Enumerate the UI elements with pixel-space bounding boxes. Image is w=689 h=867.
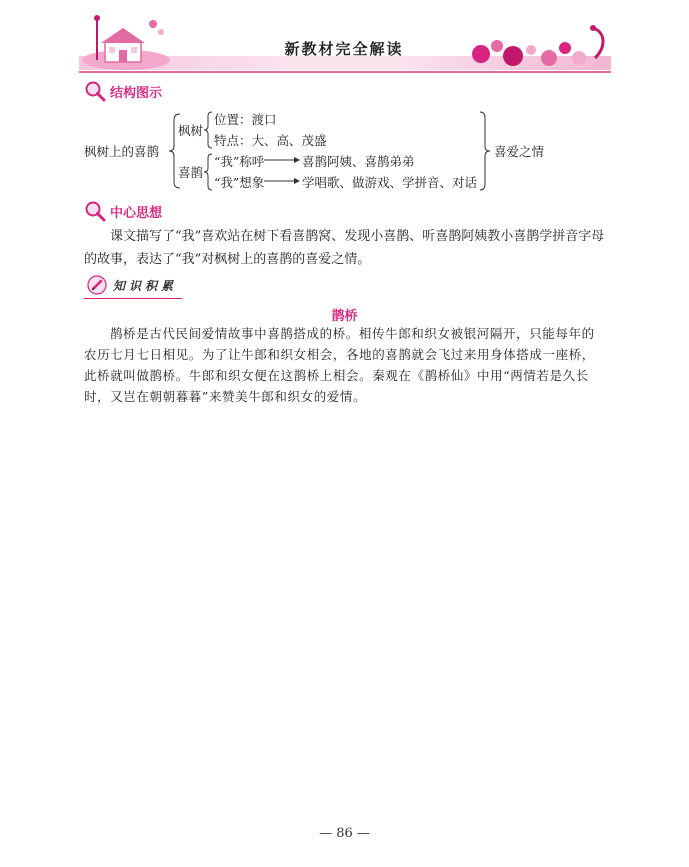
section-knowledge-title: 知识积累 <box>113 278 178 293</box>
flower-decoration-icon <box>461 18 611 70</box>
section-structure-head <box>84 80 162 102</box>
diagram-item-imagine-left: “我”想象 <box>214 175 265 190</box>
house-icon <box>81 12 171 70</box>
page-header <box>79 12 611 74</box>
structure-diagram <box>84 110 604 192</box>
section-knowledge-head <box>87 274 177 296</box>
diagram-item-feature: 特点：大、高、茂盛 <box>214 133 327 148</box>
knowledge-underline <box>84 298 182 299</box>
section-theme-title: 中心思想 <box>110 205 163 221</box>
theme-paragraph: 课文描写了“我”喜欢站在树下看喜鹊窝、发现小喜鹊、听喜鹊阿姨教小喜鹊学拼音字母的故事，表达了“我”对枫树上的喜鹊的喜爱之情。 <box>84 229 605 267</box>
header-title: 新教材完全解读 <box>284 40 404 58</box>
diagram-branch-magpie: 喜鹊 <box>178 165 204 180</box>
page-number: — 86 — <box>319 826 370 841</box>
diagram-item-imagine-right: 学唱歌、做游戏、学拼音、对话 <box>302 175 478 190</box>
header-line <box>79 71 611 73</box>
diagram-item-location: 位置：渡口 <box>214 112 277 127</box>
diagram-root: 枫树上的喜鹊 <box>84 144 160 159</box>
diagram-item-call-left: “我”称呼 <box>214 154 265 169</box>
magnifier-icon <box>84 200 106 222</box>
article-body: 鹊桥是古代民间爱情故事中喜鹊搭成的桥。相传牛郎和织女被银河隔开，只能每年的农历七月七日相见。为了让牛郎和织女相会，各地的喜鹊就会飞过来用身体搭成一座桥，此桥就叫做鹊桥。牛郎和织女便在这鹊桥上相会。秦观在《鹊桥仙》中用“两情若是久长时，又岂在朝朝暮暮”来赞美牛郎和织女的爱情。 <box>84 326 595 404</box>
diagram-branch-maple: 枫树 <box>178 123 204 138</box>
pencil-icon <box>87 275 107 295</box>
diagram-conclusion: 喜爱之情 <box>494 144 545 159</box>
diagram-item-call-right: 喜鹊阿姨、喜鹊弟弟 <box>302 154 415 169</box>
article-title: 鹊桥 <box>331 309 358 324</box>
magnifier-icon <box>84 80 106 102</box>
section-theme-head <box>84 200 162 222</box>
section-structure-title: 结构图示 <box>110 85 163 101</box>
